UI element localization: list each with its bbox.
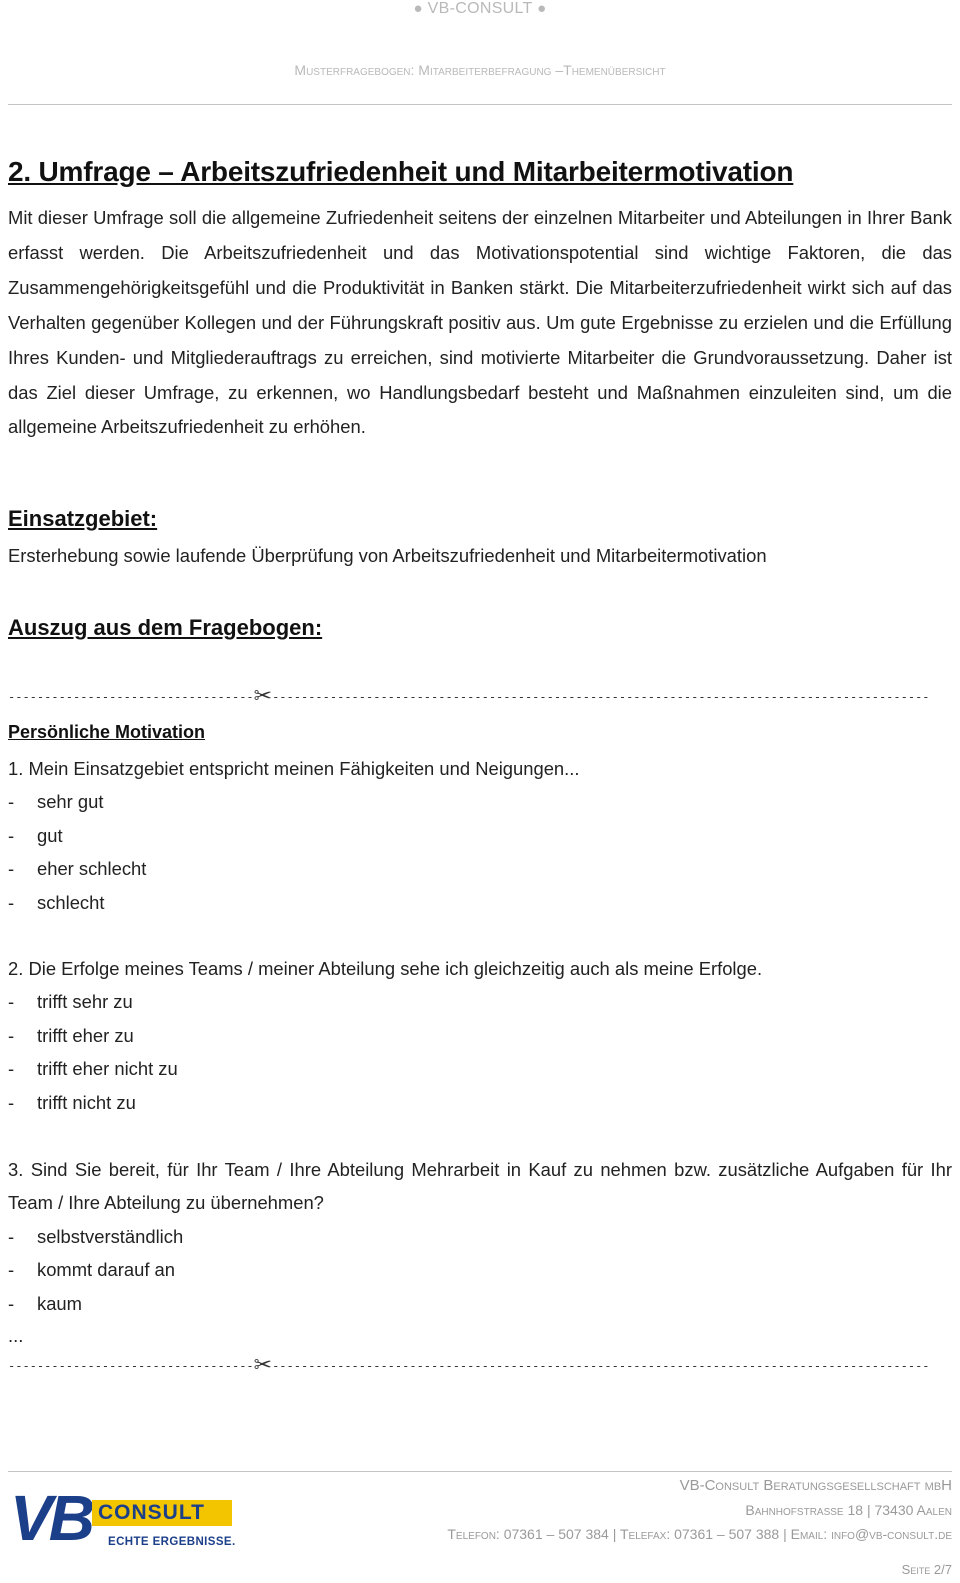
answer-option[interactable]: - sehr gut [8,791,104,813]
question-text: 2. Die Erfolge meines Teams / meiner Abteilung sehe ich gleichzeitig auch als meine Erfolge. [8,958,763,979]
bullet-icon: ● [413,0,423,17]
answer-option[interactable]: - gut [8,824,63,846]
answer-option[interactable]: - trifft sehr zu [8,991,133,1013]
answer-option[interactable]: - selbstverständlich [8,1225,184,1247]
footer-contact: Telefon: 07361 – 507 384 | Telefax: 07361 – 507 388 | Email: info@vb-consult.de [447,1526,952,1542]
einsatzgebiet-heading: Einsatzgebiet: [8,506,158,531]
footer-address: Bahnhofstrasse 18 | 73430 Aalen [745,1502,952,1518]
answer-options [8,1220,952,1320]
question-block [8,752,952,919]
answer-option[interactable]: - eher schlecht [8,858,147,880]
header-brand-text: VB-CONSULT [427,0,533,17]
answer-option[interactable]: - trifft eher zu [8,1024,134,1046]
cut-line-dashes: ---------------------------------- [8,690,254,704]
footer-company: VB-Consult Beratungsgesellschaft mbH [679,1477,952,1494]
answer-option[interactable]: - kaum [8,1292,82,1314]
page-number: Seite 2/7 [901,1562,952,1577]
scissors-icon: ✂ [253,1355,273,1377]
question-text: 3. Sind Sie bereit, für Ihr Team / Ihre Abteilung Mehrarbeit in Kauf zu nehmen bzw. zusätzliche Aufgaben für Ihr Team / Ihre Abteilung zu übernehmen? [8,1159,952,1214]
vb-consult-logo [10,1479,236,1563]
answer-option[interactable]: - kommt darauf an [8,1259,175,1281]
cut-line-dashes: ------------------------------------------------------------------------------------------- [272,690,930,704]
section-title: 2. Umfrage – Arbeitszufriedenheit und Mitarbeitermotivation [8,156,794,187]
cut-line-dashes: ---------------------------------- [8,1359,254,1373]
footer-divider [8,1471,952,1472]
cut-line-dashes: ------------------------------------------------------------------------------------------- [272,1359,930,1373]
answer-options [8,985,952,1119]
answer-option[interactable]: - trifft eher nicht zu [8,1058,178,1080]
questionnaire-section-title: Persönliche Motivation [8,722,206,742]
einsatzgebiet-text: Ersterhebung sowie laufende Überprüfung von Arbeitszufriedenheit und Mitarbeitermotivation [8,545,767,566]
question-block [8,952,952,1119]
scissors-icon: ✂ [253,686,273,708]
cut-line-bottom [8,1355,952,1377]
question-text: 1. Mein Einsatzgebiet entspricht meinen Fähigkeiten und Neigungen... [8,758,580,779]
header-divider [8,104,952,105]
intro-paragraph: Mit dieser Umfrage soll die allgemeine Zufriedenheit seitens der einzelnen Mitarbeiter und Abteilungen in Ihrer Bank erfasst werden. Die Arbeitszufriedenheit und das Motivationspotential sind wichtige Faktoren, die das Zusammengehörigkeitsgefühl und die Produktivität in Banken stärkt. Die Mitarbeiterzufriedenheit wirkt sich auf das Verhalten gegenüber Kollegen und der Führungskraft positiv aus. Um gute Ergebnisse zu erzielen und die Erfüllung Ihres Kunden- und Mitgliederauftrags zu erreichen, sind motivierte Mitarbeiter die Grundvoraussetzung. Daher ist das Ziel dieser Umfrage, zu erkennen, wo Handlungsbedarf besteht und Maßnahmen einzuleiten sind, um die allgemeine Arbeitszufriedenheit zu erhöhen. [8,207,952,438]
logo-consult: CONSULT [98,1501,205,1524]
header-brand [0,0,960,18]
question-block [8,1153,952,1320]
answer-option[interactable]: - schlecht [8,891,105,913]
answer-option[interactable]: - trifft nicht zu [8,1091,136,1113]
cut-line-top [8,686,952,708]
auszug-heading: Auszug aus dem Fragebogen: [8,615,323,640]
ellipsis: ... [8,1325,24,1346]
logo-vb: VB [10,1482,91,1554]
bullet-icon: ● [537,0,547,17]
logo-claim: ECHTE ERGEBNISSE. [108,1536,236,1548]
header-subtitle: Musterfragebogen: Mitarbeiterbefragung –Themenübersicht [294,62,666,78]
answer-options [8,785,952,919]
